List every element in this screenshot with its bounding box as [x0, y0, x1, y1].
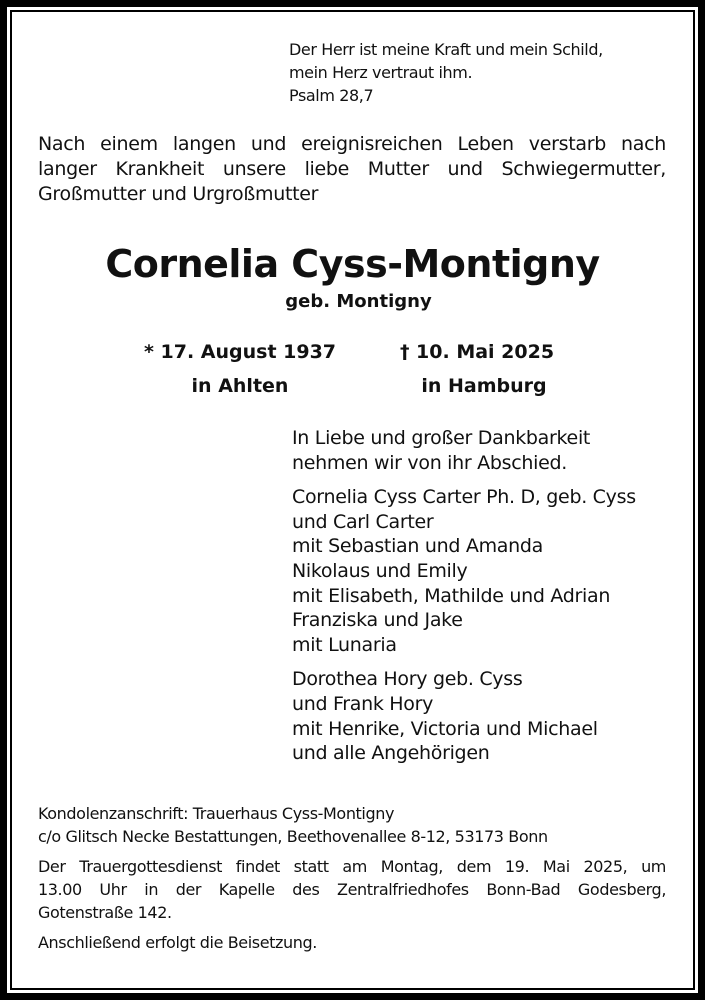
- family-line: mit Lunaria: [292, 633, 397, 656]
- service-line: Der Trauergottesdienst findet statt am Montag, dem 19. Mai 2025, um: [38, 857, 666, 876]
- condolence-address: Kondolenzanschrift: Trauerhaus Cyss-Montigny: [38, 804, 395, 823]
- service-line: Gotenstraße 142.: [38, 903, 172, 922]
- family-line: mit Elisabeth, Mathilde und Adrian: [292, 584, 611, 607]
- bible-quote: [289, 38, 603, 107]
- birth-date: * 17. August 1937: [143, 341, 337, 363]
- quote-source: Psalm 28,7: [289, 86, 374, 105]
- farewell-line: nehmen wir von ihr Abschied.: [292, 451, 567, 474]
- burial-note: Anschließend erfolgt die Beisetzung.: [38, 933, 317, 952]
- obituary-notice: [12, 12, 693, 988]
- intro-line: langer Krankheit unsere liebe Mutter und Schwiegermutter,: [38, 158, 666, 180]
- family-line: Nikolaus und Emily: [292, 559, 468, 582]
- family-line: und Frank Hory: [292, 692, 434, 715]
- family-line: mit Henrike, Victoria und Michael: [292, 717, 598, 740]
- farewell-line: In Liebe und großer Dankbarkeit: [292, 427, 591, 449]
- quote-line: mein Herz vertraut ihm.: [289, 63, 473, 82]
- birth-name: geb. Montigny: [285, 291, 432, 312]
- condolence-address: c/o Glitsch Necke Bestattungen, Beethovenallee 8-12, 53173 Bonn: [38, 827, 548, 846]
- footer-info: [38, 802, 666, 954]
- quote-line: Der Herr ist meine Kraft und mein Schild,: [289, 40, 603, 59]
- family-line: Dorothea Hory geb. Cyss: [292, 668, 523, 691]
- intro-paragraph: [38, 132, 666, 207]
- intro-line: Großmutter und Urgroßmutter: [38, 183, 319, 205]
- death-info: [347, 335, 607, 403]
- family-line: und alle Angehörigen: [292, 742, 490, 765]
- death-date: † 10. Mai 2025: [399, 341, 555, 363]
- intro-line: Nach einem langen und ereignisreichen Leben verstarb nach: [38, 133, 666, 155]
- family-line: mit Sebastian und Amanda: [292, 535, 543, 558]
- service-line: 13.00 Uhr in der Kapelle des Zentralfriedhofes Bonn-Bad Godesberg,: [38, 880, 666, 899]
- family-line: Franziska und Jake: [292, 609, 463, 632]
- family-line: Cornelia Cyss Carter Ph. D, geb. Cyss: [292, 486, 636, 509]
- death-place: in Hamburg: [421, 375, 547, 397]
- family-line: und Carl Carter: [292, 510, 434, 533]
- birth-place: in Ahlten: [191, 375, 289, 397]
- family-signatures: [292, 426, 636, 766]
- deceased-name: Cornelia Cyss-Montigny: [105, 242, 600, 286]
- birth-info: [110, 335, 370, 403]
